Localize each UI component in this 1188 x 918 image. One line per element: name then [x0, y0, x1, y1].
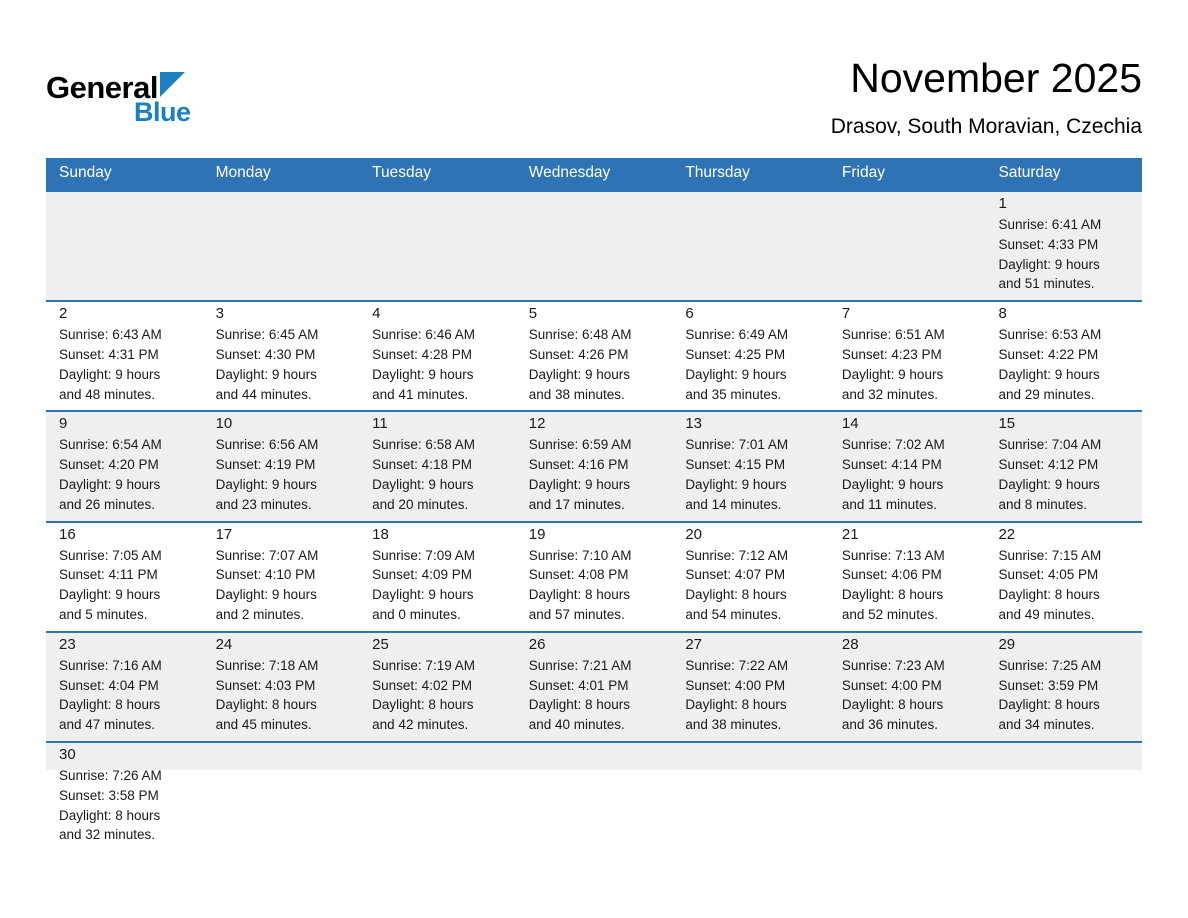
day-cell-7	[829, 302, 986, 410]
day-cell-empty	[516, 743, 673, 851]
day-details: Sunrise: 7:19 AM Sunset: 4:02 PM Daylight: 8 hours and 42 minutes.	[372, 657, 475, 733]
day-number: 5	[528, 305, 538, 323]
day-cell-empty	[672, 192, 829, 300]
day-cell-19	[516, 523, 673, 631]
day-number: 23	[59, 635, 76, 653]
day-details: Sunrise: 7:22 AM Sunset: 4:00 PM Daylight: 8 hours and 38 minutes.	[685, 657, 789, 733]
day-details: Sunrise: 7:15 AM Sunset: 4:05 PM Daylight: 8 hours and 49 minutes.	[998, 547, 1102, 622]
day-cell-empty	[46, 192, 203, 300]
day-number: 22	[998, 525, 1016, 543]
day-cell-29	[985, 633, 1142, 741]
day-number: 27	[685, 635, 702, 653]
day-number: 15	[998, 415, 1016, 433]
day-number: 14	[841, 415, 859, 433]
day-cell-21	[829, 523, 986, 631]
day-cell-empty	[359, 192, 516, 300]
day-number: 8	[998, 305, 1007, 323]
day-number: 3	[215, 305, 224, 323]
day-details: Sunrise: 7:25 AM Sunset: 3:59 PM Daylight: 8 hours and 34 minutes.	[998, 657, 1102, 733]
day-cell-25	[359, 633, 516, 741]
day-details: Sunrise: 7:18 AM Sunset: 4:03 PM Daylight: 8 hours and 45 minutes.	[215, 657, 319, 733]
logo-text-blue: Blue	[134, 97, 191, 127]
day-cell-28	[829, 633, 986, 741]
day-cell-empty	[203, 192, 360, 300]
day-cell-11	[359, 412, 516, 520]
day-details: Sunrise: 7:07 AM Sunset: 4:10 PM Daylight: 9 hours and 2 minutes.	[215, 547, 319, 622]
weeks-container	[46, 190, 1142, 851]
day-details: Sunrise: 7:26 AM Sunset: 3:58 PM Daylight: 8 hours and 32 minutes.	[59, 767, 162, 843]
day-details: Sunrise: 7:16 AM Sunset: 4:04 PM Daylight: 8 hours and 47 minutes.	[59, 657, 162, 733]
weekday-header-tuesday: Tuesday	[372, 164, 432, 181]
day-number: 19	[528, 525, 546, 543]
day-number: 6	[685, 305, 694, 323]
weekday-header-monday: Monday	[215, 164, 271, 181]
day-number: 18	[372, 525, 389, 543]
day-cell-10	[203, 412, 360, 520]
weekday-header-saturday: Saturday	[998, 164, 1061, 181]
day-number: 9	[59, 415, 68, 433]
general-blue-logo	[46, 72, 191, 126]
day-details: Sunrise: 6:49 AM Sunset: 4:25 PM Daylight: 9 hours and 35 minutes.	[685, 327, 789, 402]
day-cell-empty	[203, 743, 360, 851]
day-cell-empty	[516, 192, 673, 300]
day-number: 26	[528, 635, 546, 653]
week-row-4	[46, 521, 1142, 631]
weekday-header-row	[46, 158, 1142, 190]
day-cell-20	[672, 523, 829, 631]
calendar-table	[46, 158, 1142, 851]
day-number: 2	[59, 305, 68, 323]
day-details: Sunrise: 6:45 AM Sunset: 4:30 PM Daylight: 9 hours and 44 minutes.	[215, 327, 319, 402]
day-details: Sunrise: 7:05 AM Sunset: 4:11 PM Daylight: 9 hours and 5 minutes.	[59, 547, 162, 622]
day-details: Sunrise: 7:12 AM Sunset: 4:07 PM Daylight: 8 hours and 54 minutes.	[685, 547, 789, 622]
weekday-header-thursday: Thursday	[685, 164, 750, 181]
week-row-5	[46, 631, 1142, 741]
day-number: 11	[372, 415, 388, 433]
day-number: 20	[685, 525, 702, 543]
day-details: Sunrise: 6:51 AM Sunset: 4:23 PM Daylight: 9 hours and 32 minutes.	[841, 327, 945, 402]
day-cell-6	[672, 302, 829, 410]
day-cell-empty	[829, 192, 986, 300]
day-number: 4	[372, 305, 381, 323]
day-number: 29	[998, 635, 1016, 653]
day-cell-22	[985, 523, 1142, 631]
day-cell-17	[203, 523, 360, 631]
page-subtitle: Drasov, South Moravian, Czechia	[830, 115, 1142, 139]
day-details: Sunrise: 6:41 AM Sunset: 4:33 PM Daylight: 9 hours and 51 minutes.	[998, 217, 1102, 292]
day-number: 10	[215, 415, 233, 433]
day-cell-empty	[359, 743, 516, 851]
day-cell-8	[985, 302, 1142, 410]
day-number: 7	[841, 305, 851, 323]
day-cell-18	[359, 523, 516, 631]
day-cell-23	[46, 633, 203, 741]
day-details: Sunrise: 7:01 AM Sunset: 4:15 PM Daylight: 9 hours and 14 minutes.	[685, 437, 789, 512]
day-details: Sunrise: 7:23 AM Sunset: 4:00 PM Daylight: 8 hours and 36 minutes.	[841, 657, 945, 733]
day-cell-12	[516, 412, 673, 520]
day-cell-empty	[672, 743, 829, 851]
week-row-6	[46, 741, 1142, 851]
day-cell-2	[46, 302, 203, 410]
day-number: 25	[372, 635, 389, 653]
week-row-3	[46, 410, 1142, 520]
day-number: 21	[841, 525, 859, 543]
day-details: Sunrise: 6:43 AM Sunset: 4:31 PM Daylight: 9 hours and 48 minutes.	[59, 327, 162, 402]
day-cell-3	[203, 302, 360, 410]
logo-text-general: General	[46, 70, 158, 105]
day-details: Sunrise: 6:53 AM Sunset: 4:22 PM Daylight: 9 hours and 29 minutes.	[998, 327, 1102, 402]
day-number: 16	[59, 525, 76, 543]
day-cell-1	[985, 192, 1142, 300]
day-cell-14	[829, 412, 986, 520]
day-cell-26	[516, 633, 673, 741]
day-number: 28	[841, 635, 859, 653]
day-cell-9	[46, 412, 203, 520]
day-cell-empty	[985, 743, 1142, 851]
day-details: Sunrise: 6:59 AM Sunset: 4:16 PM Daylight: 9 hours and 17 minutes.	[528, 437, 632, 512]
day-details: Sunrise: 7:21 AM Sunset: 4:01 PM Daylight: 8 hours and 40 minutes.	[528, 657, 632, 733]
day-cell-5	[516, 302, 673, 410]
day-details: Sunrise: 6:54 AM Sunset: 4:20 PM Daylight: 9 hours and 26 minutes.	[59, 437, 162, 512]
title-block	[831, 56, 1142, 139]
day-details: Sunrise: 6:48 AM Sunset: 4:26 PM Daylight: 9 hours and 38 minutes.	[528, 327, 632, 402]
day-cell-27	[672, 633, 829, 741]
logo-triangle-icon	[160, 72, 185, 97]
day-cell-24	[203, 633, 360, 741]
weekday-header-friday: Friday	[841, 164, 885, 181]
day-cell-empty	[829, 743, 986, 851]
page-header	[46, 0, 1142, 158]
day-number: 17	[215, 525, 233, 543]
day-cell-15	[985, 412, 1142, 520]
day-details: Sunrise: 6:58 AM Sunset: 4:18 PM Daylight: 9 hours and 20 minutes.	[372, 437, 475, 512]
page-title: November 2025	[850, 55, 1142, 101]
day-cell-13	[672, 412, 829, 520]
day-number: 1	[998, 195, 1007, 212]
day-details: Sunrise: 6:46 AM Sunset: 4:28 PM Daylight: 9 hours and 41 minutes.	[372, 327, 475, 402]
weekday-header-sunday: Sunday	[59, 164, 112, 181]
week-row-2	[46, 300, 1142, 410]
day-number: 24	[215, 635, 233, 653]
week-row-1	[46, 190, 1142, 300]
day-details: Sunrise: 7:04 AM Sunset: 4:12 PM Daylight: 9 hours and 8 minutes.	[998, 437, 1102, 512]
weekday-header-wednesday: Wednesday	[528, 164, 611, 181]
day-number: 30	[59, 745, 76, 763]
day-details: Sunrise: 6:56 AM Sunset: 4:19 PM Daylight: 9 hours and 23 minutes.	[215, 437, 319, 512]
day-number: 13	[685, 415, 702, 433]
day-details: Sunrise: 7:13 AM Sunset: 4:06 PM Daylight: 8 hours and 52 minutes.	[841, 547, 945, 622]
day-cell-30	[46, 743, 203, 851]
day-details: Sunrise: 7:02 AM Sunset: 4:14 PM Daylight: 9 hours and 11 minutes.	[841, 437, 945, 512]
day-cell-4	[359, 302, 516, 410]
day-cell-16	[46, 523, 203, 631]
day-details: Sunrise: 7:09 AM Sunset: 4:09 PM Daylight: 9 hours and 0 minutes.	[372, 547, 475, 622]
day-number: 12	[528, 415, 546, 433]
day-details: Sunrise: 7:10 AM Sunset: 4:08 PM Daylight: 8 hours and 57 minutes.	[528, 547, 632, 622]
